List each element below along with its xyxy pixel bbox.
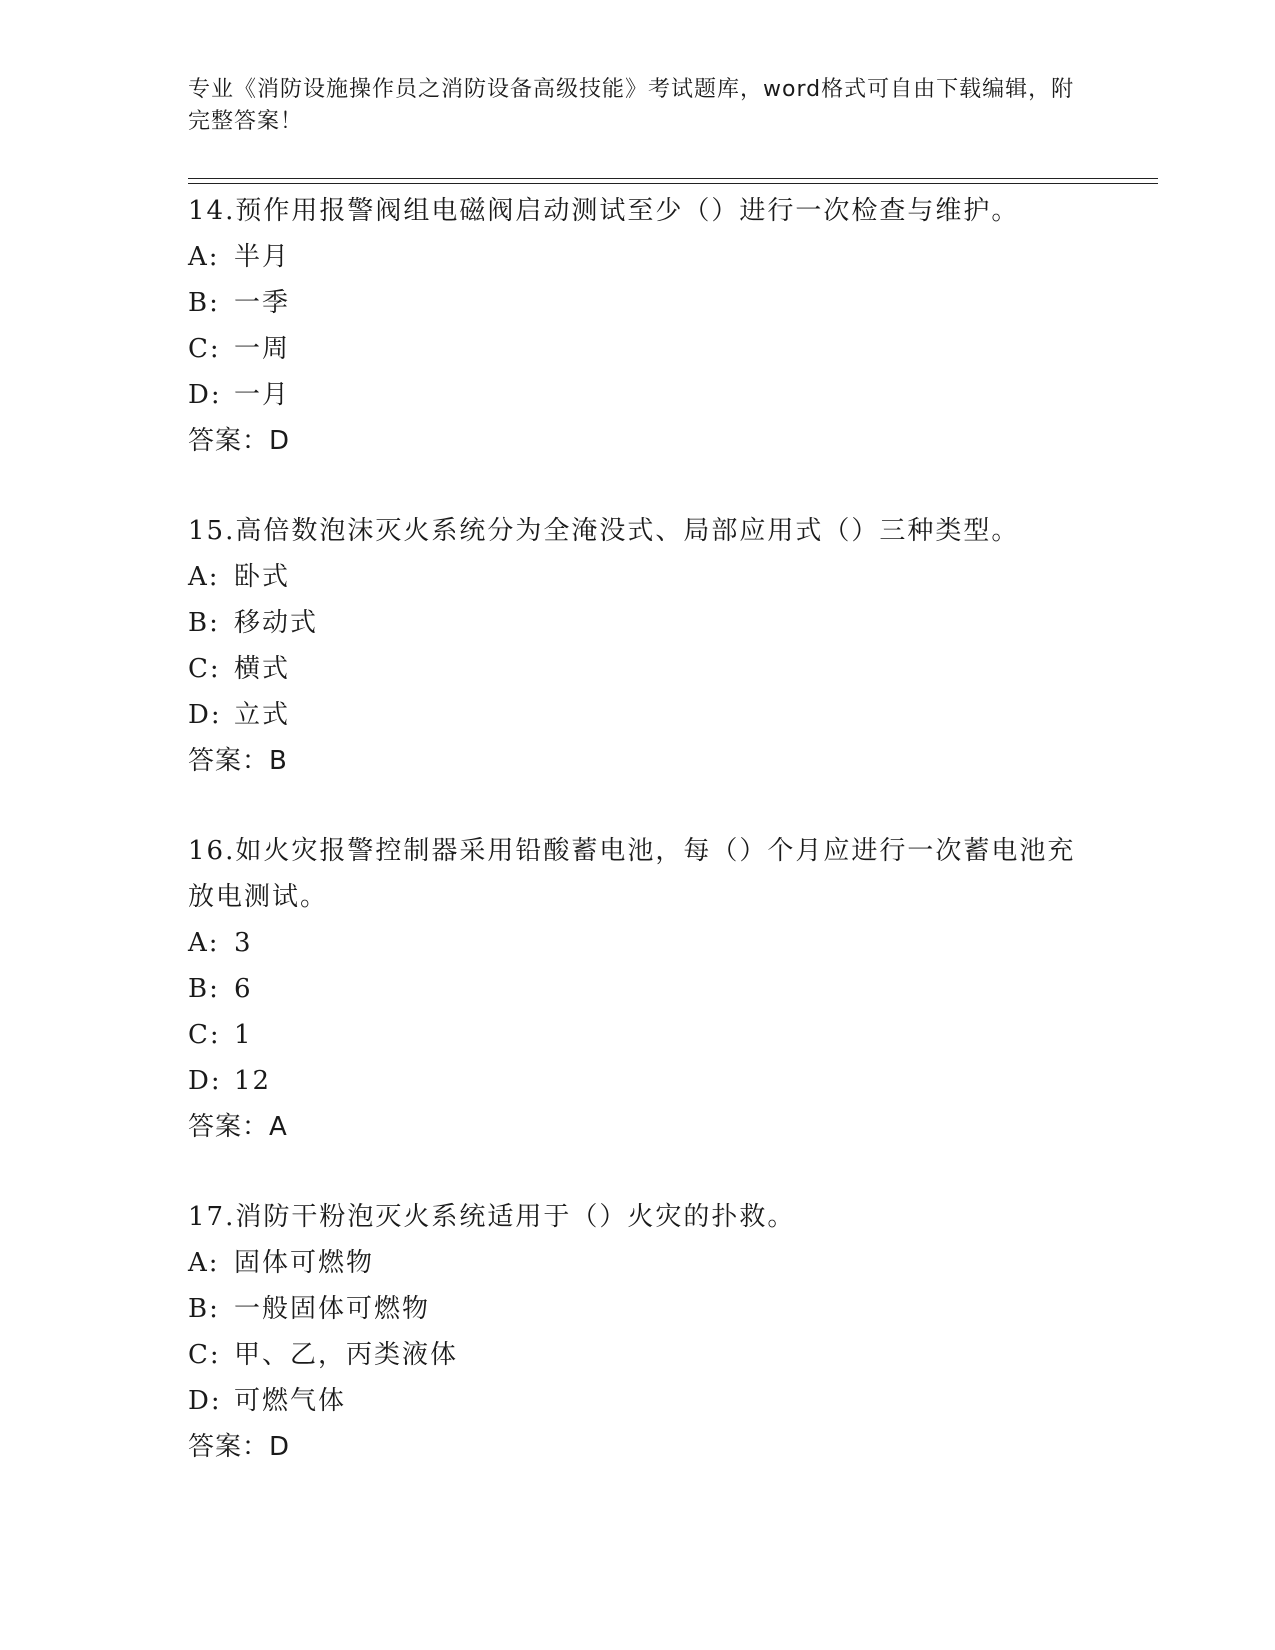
- option-text: 6: [234, 974, 253, 1004]
- option-text: 横式: [234, 654, 291, 684]
- option-a: [188, 1240, 1088, 1286]
- option-d: [188, 372, 1088, 418]
- answer-line: 答案：B: [188, 746, 288, 776]
- option-letter: C:: [188, 1020, 221, 1050]
- option-letter: B:: [188, 608, 220, 638]
- option-b: [188, 600, 1088, 646]
- option-text: 移动式: [234, 608, 319, 638]
- option-letter: C:: [188, 334, 221, 364]
- option-b: [188, 280, 1088, 326]
- question-text: 15.高倍数泡沫灭火系统分为全淹没式、局部应用式（）三种类型。: [188, 516, 1020, 546]
- answer-line: 答案：D: [188, 426, 291, 456]
- answer-line: 答案：A: [188, 1112, 288, 1142]
- option-c: [188, 646, 1088, 692]
- option-a: [188, 234, 1088, 280]
- option-letter: A:: [188, 562, 220, 592]
- document-header: 专业《消防设施操作员之消防设备高级技能》考试题库，word格式可自由下载编辑，附完整答案！: [188, 77, 1075, 134]
- option-letter: D:: [188, 1066, 222, 1096]
- option-c: [188, 1012, 1088, 1058]
- header-divider-bottom: [188, 183, 1158, 184]
- option-text: 一周: [234, 334, 291, 364]
- option-b: [188, 1286, 1088, 1332]
- option-text: 一般固体可燃物: [234, 1294, 431, 1324]
- question-text: 16.如火灾报警控制器采用铅酸蓄电池，每（）个月应进行一次蓄电池充放电测试。: [188, 836, 1076, 912]
- option-text: 12: [234, 1066, 272, 1096]
- option-letter: B:: [188, 1294, 220, 1324]
- question-text: 17.消防干粉泡灭火系统适用于（）火灾的扑救。: [188, 1202, 796, 1232]
- option-text: 一季: [234, 288, 291, 318]
- option-letter: B:: [188, 288, 220, 318]
- option-letter: A:: [188, 928, 220, 958]
- question-17: [188, 1194, 1088, 1470]
- option-text: 甲、乙，丙类液体: [234, 1340, 459, 1370]
- option-text: 立式: [234, 700, 291, 730]
- option-letter: A:: [188, 1248, 220, 1278]
- option-b: [188, 966, 1088, 1012]
- question-15: [188, 508, 1088, 784]
- option-text: 3: [234, 928, 253, 958]
- option-letter: A:: [188, 242, 220, 272]
- option-a: [188, 554, 1088, 600]
- option-c: [188, 1332, 1088, 1378]
- option-d: [188, 1058, 1088, 1104]
- option-letter: D:: [188, 380, 222, 410]
- option-text: 半月: [234, 242, 291, 272]
- option-letter: C:: [188, 1340, 221, 1370]
- option-c: [188, 326, 1088, 372]
- option-a: [188, 920, 1088, 966]
- option-text: 固体可燃物: [234, 1248, 375, 1278]
- option-letter: D:: [188, 700, 222, 730]
- question-14: [188, 188, 1088, 464]
- question-16: [188, 828, 1088, 1150]
- option-d: [188, 1378, 1088, 1424]
- answer-line: 答案：D: [188, 1432, 291, 1462]
- header-divider-top: [188, 178, 1158, 179]
- option-letter: D:: [188, 1386, 222, 1416]
- option-text: 卧式: [234, 562, 291, 592]
- option-text: 可燃气体: [234, 1386, 347, 1416]
- option-d: [188, 692, 1088, 738]
- option-text: 1: [234, 1020, 253, 1050]
- option-text: 一月: [234, 380, 291, 410]
- option-letter: C:: [188, 654, 221, 684]
- question-text: 14.预作用报警阀组电磁阀启动测试至少（）进行一次检查与维护。: [188, 196, 1020, 226]
- option-letter: B:: [188, 974, 220, 1004]
